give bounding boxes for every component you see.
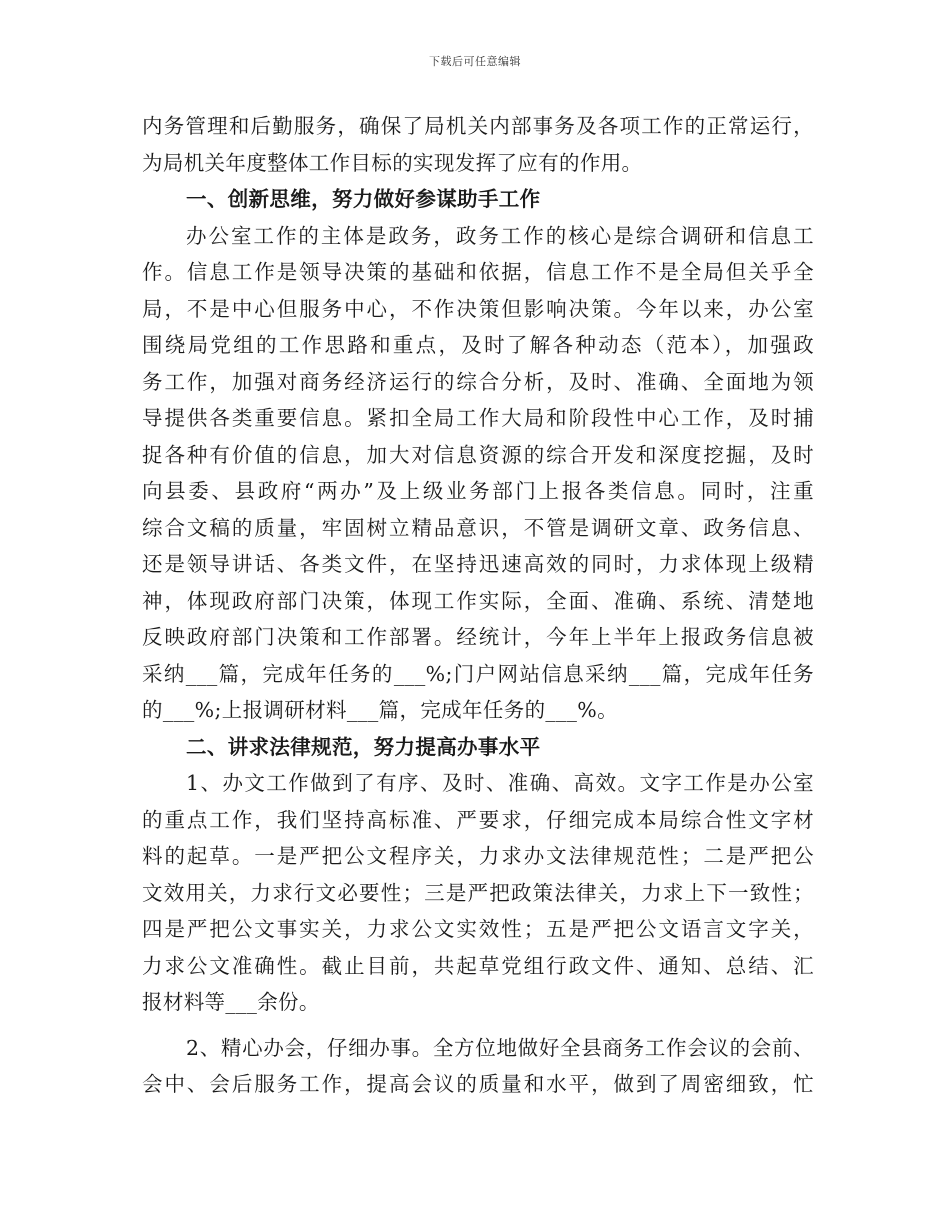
paragraph-line: 作。信息工作是领导决策的基础和依据，信息工作不是全局但关乎全 (142, 260, 814, 284)
paragraph-line: 2、精心办会，仔细办事。全方位地做好全县商务工作会议的会前、 (186, 1035, 814, 1060)
paragraph-line: 综合文稿的质量，牢固树立精品意识，不管是调研文章、政务信息、 (142, 515, 814, 540)
page-header: 下载后可任意编辑 (429, 55, 521, 68)
document-body (142, 108, 814, 1103)
paragraph-line: 四是严把公文事实关，力求公文实效性；五是严把公文语言文字关， (142, 917, 814, 941)
paragraph-line: 围绕局党组的工作思路和重点，及时了解各种动态（范本），加强政 (142, 333, 814, 357)
paragraph-line: 内务管理和后勤服务，确保了局机关内部事务及各项工作的正常运行， (142, 114, 814, 138)
paragraph-line: 反映政府部门决策和工作部署。经统计，今年上半年上报政务信息被 (142, 625, 814, 649)
paragraph-line: 报材料等___余份。 (142, 990, 320, 1014)
paragraph-line: 捉各种有价值的信息，加大对信息资源的综合开发和深度挖掘，及时 (142, 442, 814, 467)
section-heading: 一、创新思维，努力做好参谋助手工作 (186, 187, 541, 211)
paragraph-line: 的重点工作，我们坚持高标准、严要求，仔细完成本局综合性文字材 (142, 807, 814, 832)
paragraph-line: 神，体现政府部门决策，体现工作实际，全面、准确、系统、清楚地 (142, 588, 814, 613)
paragraph-line: 办公室工作的主体是政务，政务工作的核心是综合调研和信息工 (186, 223, 814, 248)
paragraph-line: 会中、会后服务工作，提高会议的质量和水平，做到了周密细致，忙 (142, 1072, 814, 1096)
paragraph-line: 还是领导讲话、各类文件，在坚持迅速高效的同时，力求体现上级精 (142, 552, 814, 576)
paragraph-gap (142, 1021, 814, 1030)
paragraph-line: 文效用关，力求行文必要性；三是严把政策法律关，力求上下一致性； (142, 880, 814, 905)
paragraph-line: 局，不是中心但服务中心，不作决策但影响决策。今年以来，办公室 (142, 296, 814, 321)
paragraph-line: 为局机关年度整体工作目标的实现发挥了应有的作用。 (142, 150, 643, 175)
section-heading: 二、讲求法律规范，努力提高办事水平 (186, 734, 541, 759)
paragraph-line: 导提供各类重要信息。紧扣全局工作大局和阶段性中心工作，及时捕 (142, 406, 814, 430)
paragraph-line: 的___%;上报调研材料___篇，完成年任务的___%。 (142, 698, 618, 722)
paragraph-line: 向县委、县政府“两办”及上级业务部门上报各类信息。同时，注重 (142, 479, 814, 503)
paragraph-line: 采纳___篇，完成年任务的___%;门户网站信息采纳___篇，完成年任务 (142, 661, 814, 686)
paragraph-line: 1、办文工作做到了有序、及时、准确、高效。文字工作是办公室 (186, 771, 814, 795)
paragraph-line: 力求公文准确性。截止目前，共起草党组行政文件、通知、总结、汇 (142, 953, 814, 978)
paragraph-line: 料的起草。一是严把公文程序关，力求办文法律规范性；二是严把公 (142, 844, 814, 868)
paragraph-line: 务工作，加强对商务经济运行的综合分析，及时、准确、全面地为领 (142, 369, 814, 394)
